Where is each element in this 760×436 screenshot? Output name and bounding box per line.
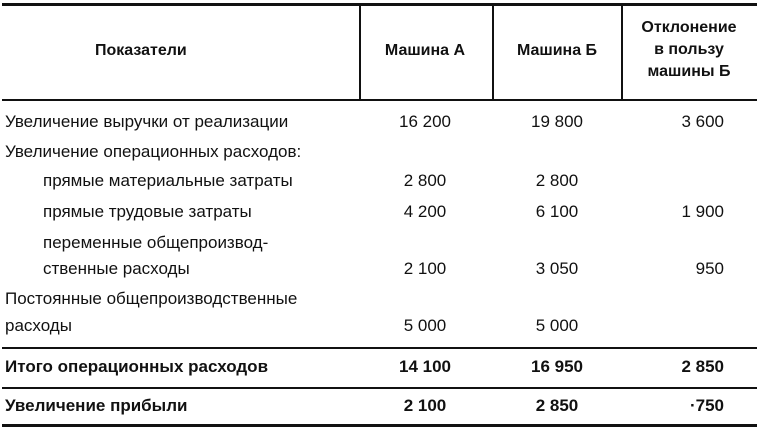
total-top-rule [2,347,757,349]
header-label: Показатели [95,42,187,59]
profit-b: 2 850 [535,396,579,415]
total-a: 14 100 [399,357,451,376]
profit-top-rule [2,387,757,389]
row-variable-overhead-a: 2 100 [403,259,447,278]
total-dev: 2 850 [681,357,724,376]
row-variable-overhead-label-line1: переменные общепроизвод- [43,233,269,252]
header-deviation-line3: машины Б [647,63,731,80]
header-deviation-line2: в пользу [654,41,724,58]
row-variable-overhead-b: 3 050 [535,259,579,278]
row-labor-a: 4 200 [403,202,447,221]
profit-dev: ·750 [689,396,724,415]
row-materials-label: прямые материальные затраты [43,171,293,190]
row-materials-a: 2 800 [403,171,447,190]
header-machine-b: Машина Б [516,42,598,59]
header-deviation-line1: Отклонение [641,19,737,36]
row-labor-b: 6 100 [535,202,579,221]
row-revenue-b: 19 800 [531,112,583,131]
header-machine-a: Машина А [384,42,466,59]
row-fixed-overhead-b: 5 000 [535,316,579,335]
profit-label: Увеличение прибыли [5,396,188,415]
header-deviation [622,17,756,83]
row-fixed-overhead-label-line2: расходы [5,316,72,335]
table-bottom-rule [2,424,757,427]
row-revenue-label: Увеличение выручки от реализации [5,112,289,131]
row-labor-dev: 1 900 [681,202,724,221]
row-fixed-overhead-a: 5 000 [403,316,447,335]
row-opex-heading: Увеличение операционных расходов: [5,142,302,161]
row-revenue-a: 16 200 [399,112,451,131]
table-top-rule [2,3,757,6]
total-label: Итого операционных расходов [5,357,269,376]
header-bottom-rule [2,99,757,101]
row-fixed-overhead-label-line1: Постоянные общепроизводственные [5,289,298,308]
row-labor-label: прямые трудовые затраты [43,202,252,221]
row-variable-overhead-label-line2: ственные расходы [43,259,190,278]
row-variable-overhead-dev: 950 [695,259,724,278]
row-materials-b: 2 800 [535,171,579,190]
row-revenue-dev: 3 600 [681,112,724,131]
profit-a: 2 100 [403,396,447,415]
total-b: 16 950 [531,357,583,376]
